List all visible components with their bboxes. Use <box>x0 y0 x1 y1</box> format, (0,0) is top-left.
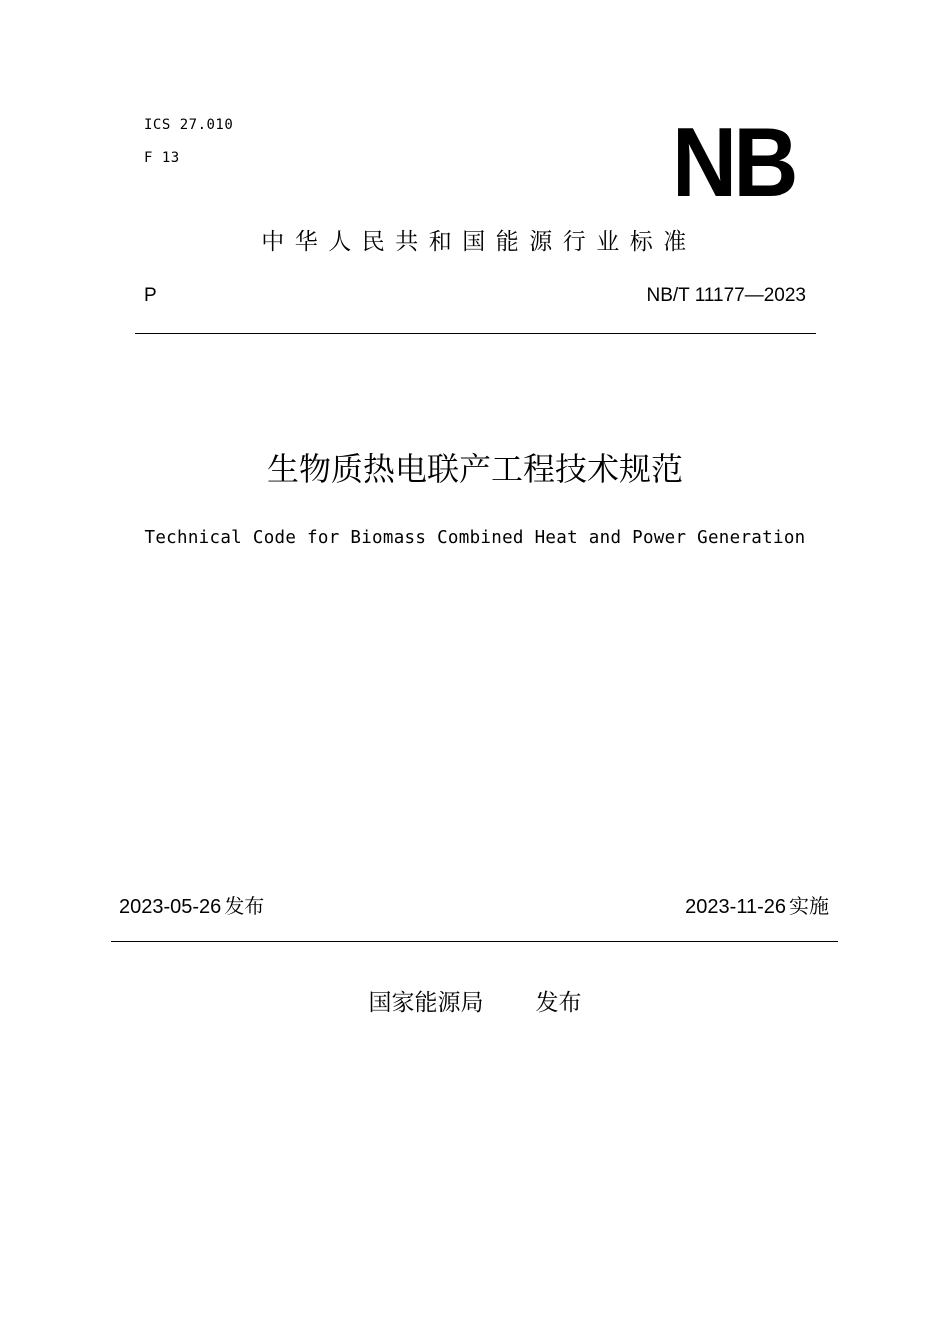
top-divider <box>135 333 816 334</box>
issuer-line <box>0 984 950 1017</box>
document-title-english: Technical Code for Biomass Combined Heat and Power Generation <box>144 528 806 548</box>
implementation-date: 2023-11-26 <box>685 896 786 918</box>
bottom-divider <box>111 941 838 942</box>
issue-date: 2023-05-26 <box>119 896 222 918</box>
classification-code: P <box>144 285 157 306</box>
issue-date-line <box>119 890 264 919</box>
nb-logo: NB <box>672 107 795 217</box>
implementation-label: 实施 <box>789 894 829 918</box>
issue-label: 发布 <box>224 894 265 918</box>
issuer-name: 国家能源局 <box>368 990 484 1016</box>
standard-number: NB/T 11177—2023 <box>646 285 806 306</box>
ics-code: ICS 27.010 <box>144 117 234 133</box>
ccs-code: F 13 <box>144 150 180 166</box>
organization-title: 中华人民共和国能源行业标准 <box>261 229 697 255</box>
issuer-action: 发布 <box>535 990 582 1016</box>
document-title-chinese: 生物质热电联产工程技术规范 <box>266 450 683 488</box>
implementation-date-line <box>685 890 829 919</box>
